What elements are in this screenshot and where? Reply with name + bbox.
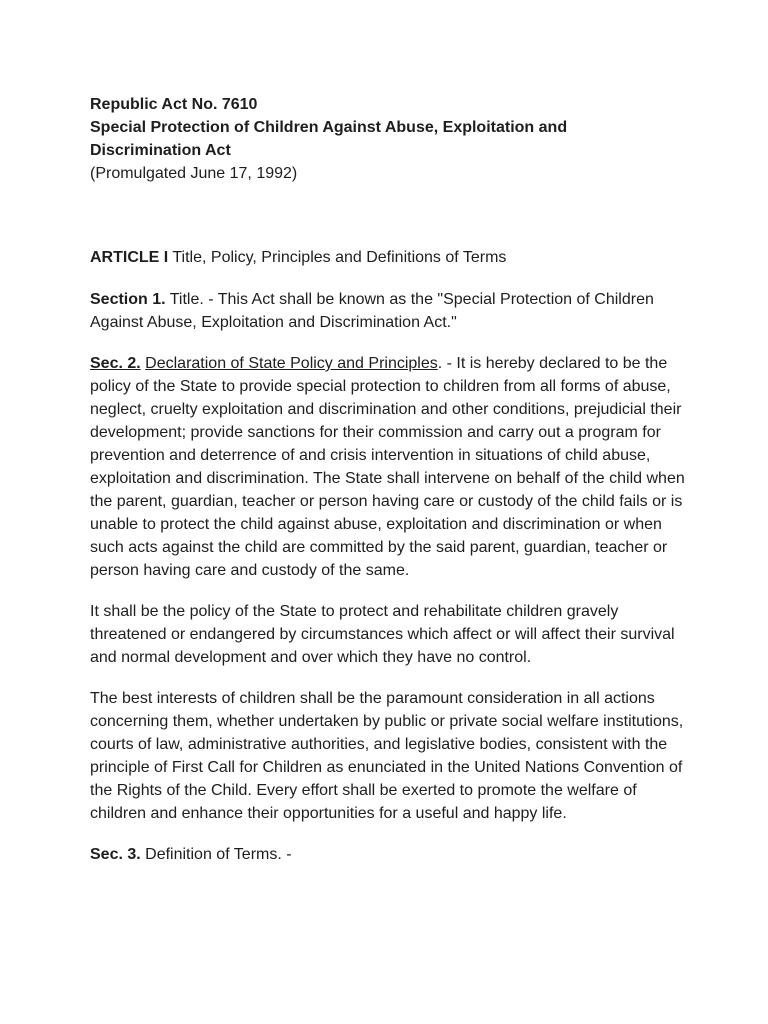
article-1-label: ARTICLE I	[90, 249, 169, 266]
section-3-label: Sec. 3.	[90, 846, 141, 863]
section-2-label: Sec. 2.	[90, 355, 141, 372]
section-1-paragraph	[90, 288, 688, 334]
act-title-line-1: Special Protection of Children Against Abuse, Exploitation and	[90, 119, 568, 136]
document-header	[90, 93, 688, 185]
article-1-title: Title, Policy, Principles and Definitions of Terms	[168, 249, 507, 266]
section-2-text: . - It is hereby declared to be the policy of the State to provide special protection to children from all forms of abuse, neglect, cruelty exploitation and discrimination and other conditions, prejudicial their development; provide sanctions for their commission and carry out a program for prevention and deterrence of and crisis intervention in situations of child abuse, exploitation and discrimination. The State shall intervene on behalf of the child when the parent, guardian, teacher or person having care or custody of the child fails or is unable to protect the child against abuse, exploitation and discrimination or when such acts against the child are committed by the said parent, guardian, teacher or person having care and custody of the same.	[90, 355, 685, 579]
section-3-text: Definition of Terms. -	[140, 846, 292, 863]
section-1-label: Section 1.	[90, 291, 166, 308]
section-3-paragraph	[90, 843, 688, 866]
promulgation-date: (Promulgated June 17, 1992)	[90, 165, 298, 182]
act-title-line-2: Discrimination Act	[90, 142, 231, 159]
section-1-text: Title. - This Act shall be known as the "Special Protection of Children Against Abuse, Exploitation and Discrimination Act."	[90, 291, 654, 331]
section-2-paragraph	[90, 352, 688, 582]
article-1-heading	[90, 246, 688, 269]
section-2-paragraph-3: The best interests of children shall be the paramount consideration in all actions concerning them, whether undertaken by public or private social welfare institutions, courts of law, administrative authorities, and legislative bodies, consistent with the principle of First Call for Children as enunciated in the United Nations Convention of the Rights of the Child. Every effort shall be exerted to promote the welfare of children and enhance their opportunities for a useful and happy life.	[90, 690, 684, 822]
act-number: Republic Act No. 7610	[90, 96, 258, 113]
section-2-paragraph-2: It shall be the policy of the State to protect and rehabilitate children gravely threatened or endangered by circumstances which affect or will affect their survival and normal development and over which they have no control.	[90, 603, 675, 666]
section-2-heading: Declaration of State Policy and Principles	[145, 355, 438, 372]
